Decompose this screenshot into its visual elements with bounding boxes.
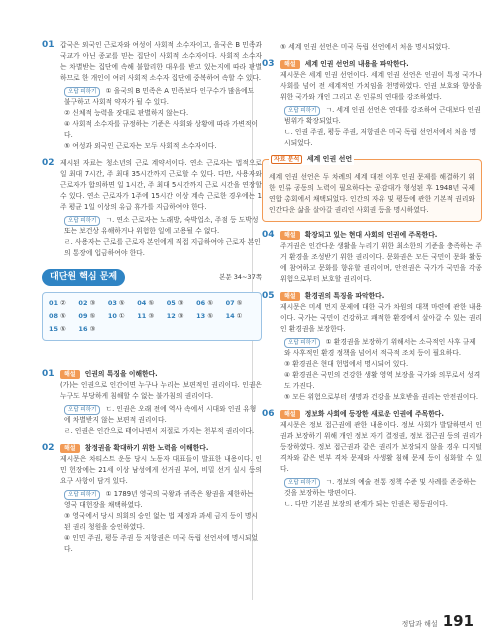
explanation-heading	[60, 443, 262, 454]
note: ④ 환경권은 국민의 건강한 생활 영역 보장을 국가와 의무로서 성격도 가진다.	[284, 371, 481, 390]
question-02	[42, 158, 262, 259]
wrong-answer-notes	[60, 215, 262, 259]
answer-item: 11 ③	[137, 312, 155, 320]
right-column	[262, 40, 482, 516]
note: ② 신체적 능력을 잣대로 판별하지 않는다.	[64, 109, 189, 117]
answer-item: 15 ⑤	[49, 325, 66, 333]
explanation-title: 참정권을 확대하기 위한 노력을 이해한다.	[84, 444, 209, 452]
explanation-tag: 해설	[60, 370, 80, 379]
answer-explanation-01	[42, 369, 262, 437]
answer-key	[42, 292, 262, 341]
question-number: 01	[42, 369, 55, 379]
wrong-answer-badge: 오답 피하기	[64, 490, 100, 500]
explanation-heading	[60, 369, 262, 380]
question-number: 02	[42, 443, 55, 453]
note: ④ 인민 주권, 평등 주권 등 저항권은 미국 독립 선언서에 명시되었다.	[64, 534, 259, 553]
explanation-text: 제시문은 세계 인권 선언이다. 세계 인권 선언은 인권이 특정 국가나 사회를 넘어 전 세계적인 가치임을 천명하였다. 인권 보호와 향상을 위한 국가와 개인 그리고 온 인류의 연대를 강조하였다.	[280, 71, 482, 101]
wrong-answer-badge: 오답 피하기	[284, 478, 320, 488]
page-number: 191	[442, 612, 474, 630]
continued-note: ⑤ 세계 인권 선언은 미국 독립 선언에서 처음 명시되었다.	[280, 43, 450, 51]
answer-item: 10 ①	[107, 312, 125, 320]
answer-explanation-05	[262, 291, 482, 403]
wrong-answer-notes	[60, 404, 262, 437]
answer-explanation-03	[262, 59, 482, 149]
summary-header	[42, 269, 262, 286]
answer-item: 13 ⑤	[196, 312, 214, 320]
wrong-answer-notes	[60, 489, 262, 555]
note: ① 을국의 B 민족은 A 민족보다 인구수가 많음에도 불구하고 사회적 약자가 될 수 있다.	[64, 87, 255, 106]
answer-grid	[49, 297, 255, 336]
answer-explanation-02	[42, 443, 262, 555]
chapter-summary-section	[42, 269, 262, 361]
footer-label: 정답과 해설	[401, 620, 438, 628]
explanation-text: (가)는 인권으로 인간이면 누구나 누리는 보편적인 권리이다. 인권은 누구도 부당하게 침해할 수 없는 불가침의 권리이다.	[60, 381, 262, 400]
note: ㄱ. 세계 인권 선언은 연대를 강조하여 근대보다 인권 범위가 확장되었다.	[284, 106, 481, 125]
explanation-tag: 해설	[280, 410, 300, 419]
answer-item: 06 ⑤	[196, 299, 214, 307]
explanation-title: 확장되고 있는 현대 사회의 인권에 주목한다.	[304, 231, 438, 239]
data-analysis-box	[262, 155, 482, 222]
summary-title: 대단원 핵심 문제	[42, 269, 125, 286]
wrong-answer-badge: 오답 피하기	[284, 106, 320, 116]
explanation-heading	[280, 409, 482, 420]
answer-item: 01 ②	[49, 299, 66, 307]
explanation-title: 환경권의 특징을 파악한다.	[304, 292, 385, 300]
question-number: 03	[262, 59, 275, 69]
wrong-answer-badge: 오답 피하기	[64, 405, 100, 415]
answer-item: 16 ③	[78, 325, 96, 333]
question-number: 01	[42, 40, 55, 50]
explanation-heading	[280, 291, 482, 302]
explanation-tag: 해설	[280, 60, 300, 69]
note: ③ 영국에서 당시 의회의 승인 없는 법 제정과 과세 금지 등이 명시된 권리 청원을 승인하였다.	[64, 512, 259, 531]
explanation-tag: 해설	[280, 231, 300, 240]
answer-item: 08 ⑤	[49, 312, 66, 320]
explanation-heading	[280, 230, 482, 241]
answer-item: 04 ⑤	[137, 299, 155, 307]
explanation-tag: 해설	[280, 292, 300, 301]
explanation-heading	[280, 59, 482, 70]
wrong-answer-notes	[280, 477, 482, 510]
explanation-text: 제시문은 차티스트 운동 당시 노동자 대표들이 발표한 내용이다. 인민 헌장에는 21세 이상 남성에게 선거권 부여, 비밀 선거 실시 등의 요구 사항이 담겨 있다.	[60, 455, 262, 485]
explanation-title: 인권의 특징을 이해한다.	[84, 370, 158, 378]
left-column	[42, 40, 262, 561]
wrong-answer-notes	[280, 105, 482, 149]
note: ㄹ. 사용자는 근로를 근로자 본인에게 직접 지급하여야 근로자 본인의 통장에 입금하여야 한다.	[64, 238, 261, 257]
question-number: 05	[262, 291, 275, 301]
question-number: 04	[262, 230, 275, 240]
box-text: 세계 인권 선언은 두 차례의 세계 대전 이후 인권 문제를 해결하기 위한 인류 공동의 노력이 필요하다는 공감대가 형성된 후 1948년 국제 연합 총회에서 채택되었다. 인간의 자유 및 평등에 관한 기본적 권리와 인간다운 삶을 살아갈 권리인 사회권 등을 명시하였다.	[269, 173, 475, 214]
wrong-answer-notes	[280, 337, 482, 403]
explanation-text: 제시문은 미세 먼지 문제에 대한 국가 차원의 대책 마련에 관한 내용이다. 국가는 국민이 건강하고 쾌적한 환경에서 살아갈 수 있는 권리인 환경권을 보장한다.	[280, 303, 482, 333]
note: ㄴ. 인권 주권, 평등 주권, 저항권은 미국 독립 선언서에서 처음 명시되었다.	[284, 128, 477, 147]
wrong-answer-badge: 오답 피하기	[284, 338, 320, 348]
question-text: 제시된 자료는 청소년의 근로 계약서이다. 연소 근로자는 법적으로 일 최대 7시간, 주 최대 35시간까지 근로할 수 있다. 다만, 사용자와 근로자가 합의하면 일 1시간, 주 최대 5시간까지 근로 시간을 연장할 수 있다. 연소 근로자가 1주에 15시간 이상 계속 근로한 경우에는 1주 평균 1일 이상의 유급 휴가를 지급하여야 한다.	[60, 159, 262, 211]
note: ㄷ. 인권은 오래 전에 역사 속에서 시대와 인권 유형에 차별받지 않는 보편적 권리이다.	[64, 405, 257, 424]
note: ① 1789년 영국의 국왕과 귀족은 왕권을 제한하는 영국 대헌장을 채택하였다.	[64, 490, 254, 509]
question-text: 갑국은 외국인 근로자와 여성이 사회적 소수자이고, 을국은 B 민족과 국교가 아닌 종교를 믿는 집단이 사회적 소수자이다. 사회적 소수자는 차별받는 집단에 속해 불합리한 대우를 받고 있는지에 따라 판별하므로 한 개인이 여러 사회적 소수자 집단에 중복하여 속할 수 있다.	[60, 41, 262, 82]
answer-explanation-04	[262, 230, 482, 285]
answer-item: 09 ⑤	[78, 312, 96, 320]
wrong-answer-badge: 오답 피하기	[64, 87, 100, 97]
note: ④ 사회적 소수자를 규정하는 기준은 사회와 상황에 따라 가변적이다.	[64, 120, 259, 139]
note: ㄱ. 연소 근로자는 노래방, 숙박업소, 주점 등 도박성 또는 보건상 유해하거나 위험한 일에 고용될 수 없다.	[64, 216, 259, 235]
answer-item: 05 ③	[166, 299, 184, 307]
answer-item: 07 ⑤	[225, 299, 243, 307]
box-kind: 자료 분석	[271, 155, 302, 164]
answer-item: 02 ③	[78, 299, 96, 307]
note: ㄱ. 정보의 예술 전통 정책 수준 및 사례를 존중하는 것을 보장하는 방편이다.	[284, 478, 477, 497]
box-title: 세계 인권 선언	[306, 155, 353, 163]
note: ① 환경권을 보장하기 위해서는 소극적인 사후 규제와 사후적인 환경 정책을 넘어서 적극적 조치 등이 필요하다.	[284, 338, 476, 357]
note: ㄹ. 인권은 인간으로 태어나면서 저절로 가지는 천부적 권리이다.	[64, 427, 255, 435]
explanation-title: 정보화 사회에 등장한 새로운 인권에 주목한다.	[304, 410, 444, 418]
explanation-tag: 해설	[60, 444, 80, 453]
note: ㄴ. 다만 기본권 보장의 관계가 되는 인권은 평등권이다.	[284, 500, 448, 508]
question-number: 06	[262, 409, 275, 419]
answer-item: 03 ⑤	[107, 299, 125, 307]
wrong-answer-notes	[60, 86, 262, 152]
question-01	[42, 40, 262, 152]
explanation-text: 주거권은 인간다운 생활을 누리기 위한 최소한의 기준을 충족하는 주거 환경을 조성받기 위한 권리이다. 문화권은 모든 국민이 문화 활동에 참여하고 문화를 향유할 권리이며, 안전권은 국가가 국민을 각종 위험으로부터 보호할 권리이다.	[280, 242, 482, 283]
question-number: 02	[42, 158, 55, 168]
note: ③ 환경권은 현대 헌법에서 명시되어 있다.	[284, 360, 409, 368]
answer-item: 14 ①	[225, 312, 243, 320]
box-label	[269, 154, 354, 165]
explanation-text: 제시문은 정보 접근권에 관한 내용이다. 정보 사회가 발달하면서 인권과 보장하기 위해 개인 정보 자기 결정권, 정보 접근권 등의 권리가 등장하였다. 정보 접근권과 같은 권리가 보장되지 않을 경우 디지털 격차와 같은 빈부 격차 문제와 사생활 침해 문제 등이 심화할 수 있다.	[280, 421, 482, 473]
page-footer	[402, 612, 474, 630]
answer-explanation-06	[262, 409, 482, 510]
note: ⑤ 여성과 외국인 근로자는 모두 사회적 소수자이다.	[64, 142, 217, 150]
wrong-answer-badge: 오답 피하기	[64, 216, 100, 226]
page-reference: 본문 34~37쪽	[219, 273, 262, 281]
answer-item: 12 ③	[166, 312, 184, 320]
explanation-title: 세계 인권 선언의 내용을 파악한다.	[304, 60, 409, 68]
note: ⑤ 모든 위험으로부터 생명과 건강을 보호받을 권리는 안전권이다.	[284, 393, 479, 401]
